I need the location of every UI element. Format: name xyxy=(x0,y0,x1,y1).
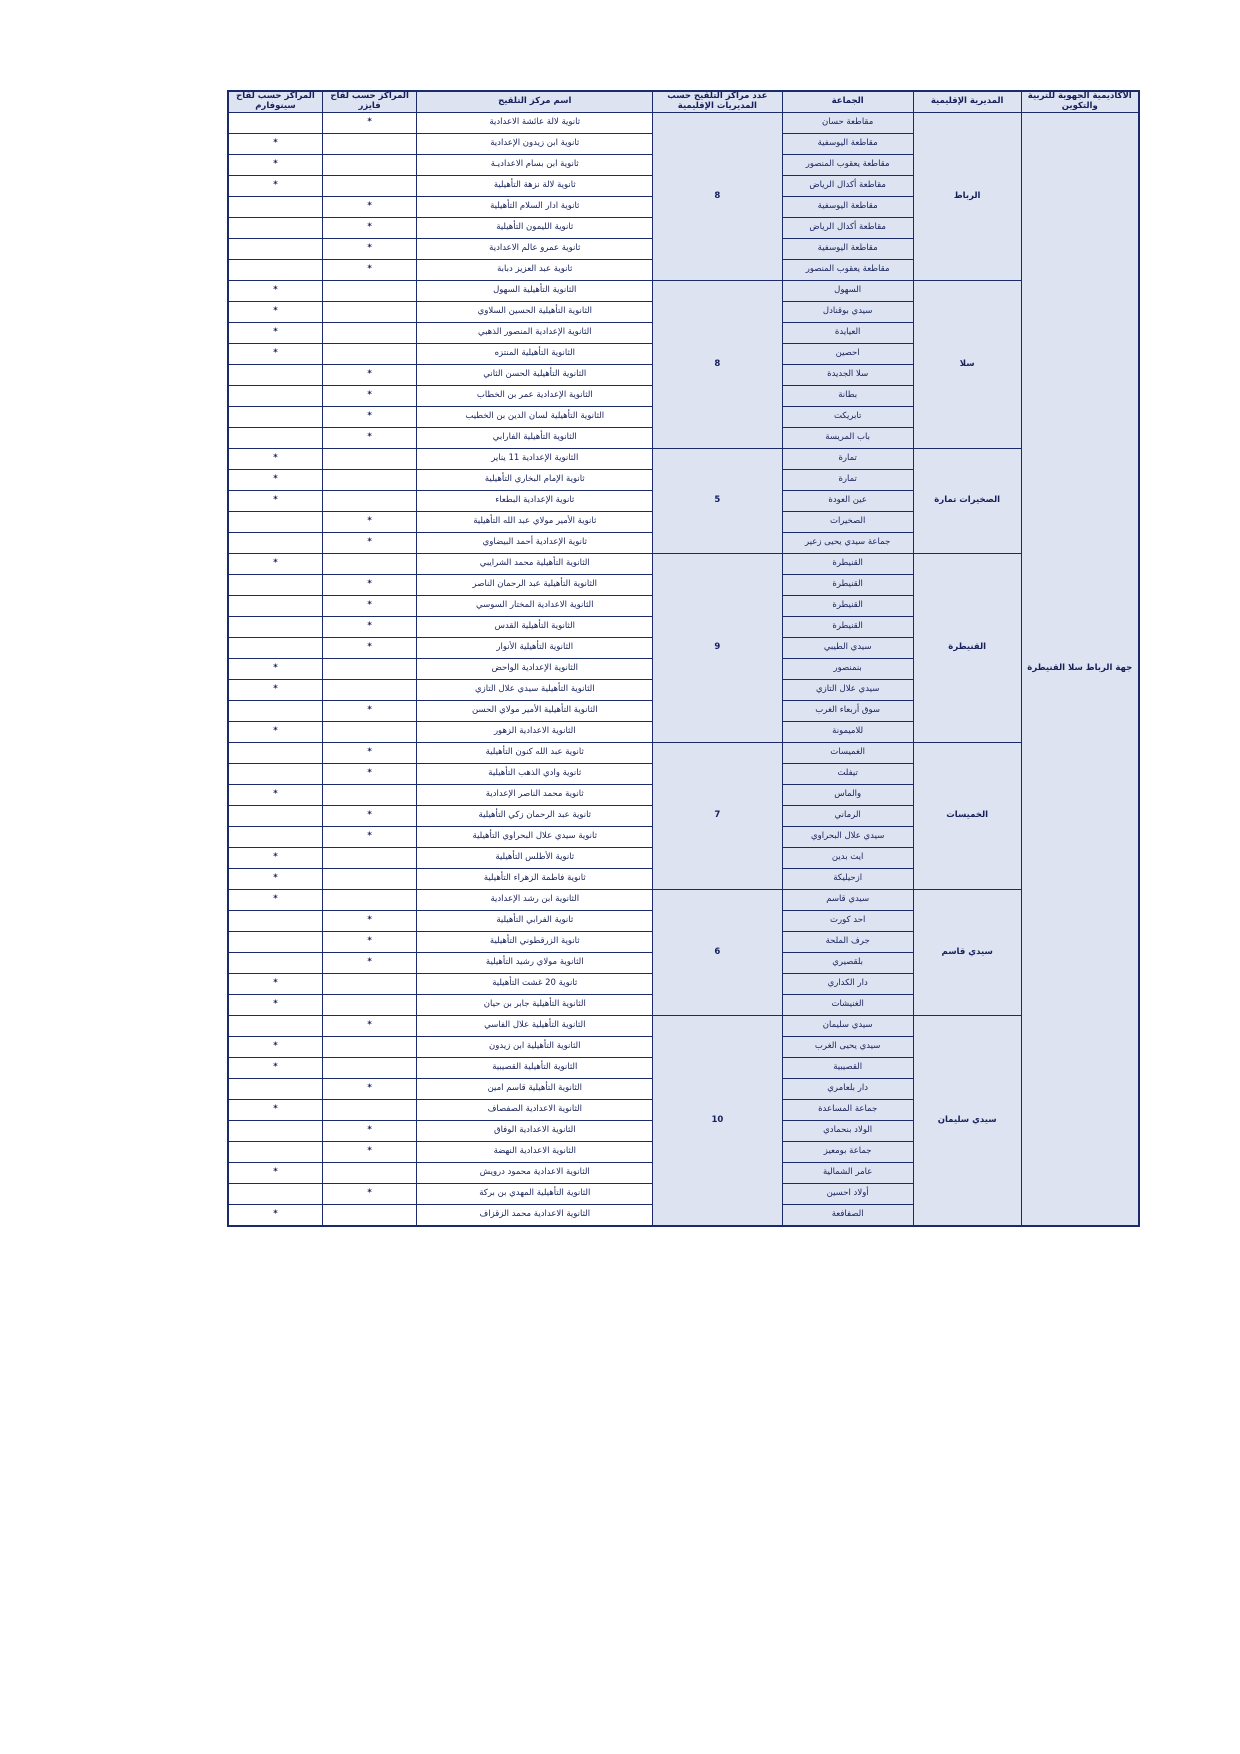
center-name-cell: ثانوية عبد الرحمان زكي التأهيلية xyxy=(417,806,653,827)
center-name-cell: الثانوية الاعدادية الصفصاف xyxy=(417,1100,653,1121)
commune-cell: ايت بدين xyxy=(782,848,913,869)
commune-cell: للاميمونة xyxy=(782,722,913,743)
sinopharm-mark-cell: * xyxy=(228,995,322,1016)
center-name-cell: ثانوية الإعدادية أحمد البيضاوي xyxy=(417,533,653,554)
pfizer-mark-cell xyxy=(322,176,416,197)
sinopharm-mark-cell: * xyxy=(228,785,322,806)
sinopharm-mark-cell xyxy=(228,428,322,449)
pfizer-mark-cell: * xyxy=(322,407,416,428)
sinopharm-mark-cell xyxy=(228,743,322,764)
sinopharm-mark-cell xyxy=(228,827,322,848)
center-name-cell: الثانوية التأهيلية المهدي بن بركة xyxy=(417,1184,653,1205)
sinopharm-mark-cell: * xyxy=(228,1205,322,1227)
center-name-cell: الثانوية الإعدادية 11 يناير xyxy=(417,449,653,470)
pfizer-mark-cell: * xyxy=(322,1079,416,1100)
sinopharm-mark-cell: * xyxy=(228,155,322,176)
sinopharm-mark-cell: * xyxy=(228,302,322,323)
center-name-cell: ثانوية عبد العزيز دبابة xyxy=(417,260,653,281)
pfizer-mark-cell: * xyxy=(322,533,416,554)
sinopharm-mark-cell xyxy=(228,218,322,239)
pfizer-mark-cell xyxy=(322,680,416,701)
table-body xyxy=(228,113,1139,1227)
sinopharm-mark-cell xyxy=(228,260,322,281)
center-name-cell: ثانوية ابن زيدون الإعدادية xyxy=(417,134,653,155)
pfizer-mark-cell xyxy=(322,848,416,869)
commune-cell: الرماني xyxy=(782,806,913,827)
pfizer-mark-cell: * xyxy=(322,197,416,218)
center-name-cell: الثانوية الإعدادية المنصور الذهبي xyxy=(417,323,653,344)
table-row xyxy=(228,890,1139,911)
center-name-cell: الثانوية التأهيلية علال الفاسي xyxy=(417,1016,653,1037)
column-header-pfizer-label: المراكز حسب لقاح فايزر xyxy=(330,91,409,111)
sinopharm-mark-cell xyxy=(228,911,322,932)
commune-cell: مقاطعة اليوسفية xyxy=(782,134,913,155)
commune-cell: القنيطرة xyxy=(782,554,913,575)
column-header-academy-label: الأكاديمية الجهوية للتربية والتكوين xyxy=(1027,91,1132,111)
commune-cell: عامر الشمالية xyxy=(782,1163,913,1184)
sinopharm-mark-cell xyxy=(228,1142,322,1163)
commune-cell: احصين xyxy=(782,344,913,365)
pfizer-mark-cell: * xyxy=(322,218,416,239)
pfizer-mark-cell xyxy=(322,302,416,323)
pfizer-mark-cell xyxy=(322,554,416,575)
commune-cell: القنيطرة xyxy=(782,575,913,596)
commune-cell: أولاد احسين xyxy=(782,1184,913,1205)
pfizer-mark-cell xyxy=(322,323,416,344)
commune-cell: الولاد بنحمادي xyxy=(782,1121,913,1142)
pfizer-mark-cell: * xyxy=(322,953,416,974)
sinopharm-mark-cell xyxy=(228,1121,322,1142)
pfizer-mark-cell: * xyxy=(322,638,416,659)
center-name-cell: الثانوية التأهيلية المنتزه xyxy=(417,344,653,365)
vaccination-centers-table xyxy=(227,90,1140,1227)
center-name-cell: الثانوية الاعدادية محمد الزقزاف xyxy=(417,1205,653,1227)
direction-cell: الصخيرات تمارة xyxy=(913,449,1021,554)
pfizer-mark-cell xyxy=(322,785,416,806)
commune-cell: مقاطعة أكدال الرياض xyxy=(782,218,913,239)
pfizer-mark-cell: * xyxy=(322,512,416,533)
commune-cell: مقاطعة يعقوب المنصور xyxy=(782,260,913,281)
pfizer-mark-cell xyxy=(322,1163,416,1184)
pfizer-mark-cell: * xyxy=(322,365,416,386)
sinopharm-mark-cell xyxy=(228,596,322,617)
commune-cell: دار الكداري xyxy=(782,974,913,995)
sinopharm-mark-cell xyxy=(228,806,322,827)
center-name-cell: الثانوية التأهيلية القصيبية xyxy=(417,1058,653,1079)
center-name-cell: الثانوية التأهيلية محمد الشرايبي xyxy=(417,554,653,575)
center-name-cell: ثانوية ابن بسام الاعداديـة xyxy=(417,155,653,176)
direction-cell: سلا xyxy=(913,281,1021,449)
pfizer-mark-cell: * xyxy=(322,911,416,932)
column-header-count xyxy=(653,91,782,113)
commune-cell: سلا الجديدة xyxy=(782,365,913,386)
center-name-cell: الثانوية مولاي رشيد التأهيلية xyxy=(417,953,653,974)
table-row xyxy=(228,743,1139,764)
sinopharm-mark-cell: * xyxy=(228,848,322,869)
sinopharm-mark-cell: * xyxy=(228,470,322,491)
commune-cell: مقاطعة اليوسفية xyxy=(782,197,913,218)
pfizer-mark-cell: * xyxy=(322,701,416,722)
pfizer-mark-cell xyxy=(322,155,416,176)
commune-cell: الغنيشات xyxy=(782,995,913,1016)
commune-cell: بنمنصور xyxy=(782,659,913,680)
commune-cell: جماعة سيدي يحيى زعير xyxy=(782,533,913,554)
commune-cell: سيدي علال البحراوي xyxy=(782,827,913,848)
column-header-direction-label: المديرية الإقليمية xyxy=(930,96,1004,107)
center-name-cell: الثانوية الاعدادية النهضة xyxy=(417,1142,653,1163)
commune-cell: دار بلعامري xyxy=(782,1079,913,1100)
commune-cell: بلقصيري xyxy=(782,953,913,974)
sinopharm-mark-cell: * xyxy=(228,176,322,197)
commune-cell: والماس xyxy=(782,785,913,806)
commune-cell: احد كورت xyxy=(782,911,913,932)
center-name-cell: ثانوية الزرقطوني التأهيلية xyxy=(417,932,653,953)
sinopharm-mark-cell: * xyxy=(228,323,322,344)
center-count-cell: 8 xyxy=(653,281,782,449)
commune-cell: سيدي سليمان xyxy=(782,1016,913,1037)
pfizer-mark-cell xyxy=(322,974,416,995)
sinopharm-mark-cell xyxy=(228,617,322,638)
pfizer-mark-cell xyxy=(322,722,416,743)
commune-cell: القنيطرة xyxy=(782,617,913,638)
sinopharm-mark-cell: * xyxy=(228,281,322,302)
pfizer-mark-cell xyxy=(322,869,416,890)
academy-cell: جهة الرباط سلا القنيطرة xyxy=(1021,113,1139,1227)
commune-cell: سيدي الطيبي xyxy=(782,638,913,659)
center-count-cell: 6 xyxy=(653,890,782,1016)
sinopharm-mark-cell xyxy=(228,1016,322,1037)
pfizer-mark-cell: * xyxy=(322,827,416,848)
column-header-sinopharm-label: المراكز حسب لقاح سينوفارم xyxy=(236,91,315,111)
center-name-cell: الثانوية التأهيلية جابر بن حيان xyxy=(417,995,653,1016)
sinopharm-mark-cell: * xyxy=(228,680,322,701)
commune-cell: مقاطعة يعقوب المنصور xyxy=(782,155,913,176)
center-name-cell: ثانوية سيدي علال البحراوي التأهيلية xyxy=(417,827,653,848)
column-header-direction xyxy=(913,91,1021,113)
commune-cell: السهول xyxy=(782,281,913,302)
pfizer-mark-cell: * xyxy=(322,596,416,617)
pfizer-mark-cell: * xyxy=(322,932,416,953)
sinopharm-mark-cell xyxy=(228,197,322,218)
commune-cell: باب المريسة xyxy=(782,428,913,449)
column-header-commune-label: الجماعة xyxy=(831,96,864,107)
center-name-cell: ثانوية الفرابي التأهيلية xyxy=(417,911,653,932)
center-name-cell: ثانوية وادي الذهب التأهيلية xyxy=(417,764,653,785)
sinopharm-mark-cell: * xyxy=(228,134,322,155)
center-name-cell: ثانوية لالة عائشة الاعدادية xyxy=(417,113,653,134)
commune-cell: تيفلت xyxy=(782,764,913,785)
direction-cell: الخميسات xyxy=(913,743,1021,890)
pfizer-mark-cell xyxy=(322,890,416,911)
commune-cell: سوق أربعاء الغرب xyxy=(782,701,913,722)
commune-cell: مقاطعة اليوسفية xyxy=(782,239,913,260)
sinopharm-mark-cell xyxy=(228,638,322,659)
sinopharm-mark-cell xyxy=(228,239,322,260)
sinopharm-mark-cell xyxy=(228,386,322,407)
commune-cell: تمارة xyxy=(782,470,913,491)
commune-cell: عين العودة xyxy=(782,491,913,512)
center-name-cell: ثانوية الإمام البخاري التأهيلية xyxy=(417,470,653,491)
table-row xyxy=(228,554,1139,575)
center-name-cell: الثانوية الاعدادية المختار السوسي xyxy=(417,596,653,617)
center-count-cell: 10 xyxy=(653,1016,782,1227)
commune-cell: سيدي علال التازي xyxy=(782,680,913,701)
pfizer-mark-cell: * xyxy=(322,428,416,449)
center-name-cell: ثانوية محمد الناصر الإعدادية xyxy=(417,785,653,806)
center-name-cell: الثانوية التأهيلية السهول xyxy=(417,281,653,302)
center-name-cell: ثانوية عمرو عالم الاعدادية xyxy=(417,239,653,260)
sinopharm-mark-cell xyxy=(228,953,322,974)
sinopharm-mark-cell xyxy=(228,512,322,533)
center-name-cell: ثانوية الأمير مولاي عبد الله التأهيلية xyxy=(417,512,653,533)
commune-cell: ازحيليكة xyxy=(782,869,913,890)
table-row xyxy=(228,113,1139,134)
sinopharm-mark-cell xyxy=(228,1079,322,1100)
center-name-cell: ثانوية الأطلس التأهيلية xyxy=(417,848,653,869)
table-row xyxy=(228,449,1139,470)
table-row xyxy=(228,1016,1139,1037)
center-name-cell: الثانوية الاعدادية محمود درويش xyxy=(417,1163,653,1184)
center-name-cell: ثانوية 20 غشت التأهيلية xyxy=(417,974,653,995)
sinopharm-mark-cell: * xyxy=(228,554,322,575)
commune-cell: تابريكت xyxy=(782,407,913,428)
center-name-cell: الثانوية الاعدادية الوفاق xyxy=(417,1121,653,1142)
direction-cell: القنيطرة xyxy=(913,554,1021,743)
center-name-cell: الثانوية الإعدادية عمر بن الخطاب xyxy=(417,386,653,407)
center-name-cell: الثانوية التأهيلية الحسين السلاوي xyxy=(417,302,653,323)
direction-cell: سيدي قاسم xyxy=(913,890,1021,1016)
pfizer-mark-cell: * xyxy=(322,1016,416,1037)
center-name-cell: الثانوية التأهيلية الأمير مولاي الحسن xyxy=(417,701,653,722)
commune-cell: جرف الملحة xyxy=(782,932,913,953)
pfizer-mark-cell: * xyxy=(322,764,416,785)
pfizer-mark-cell xyxy=(322,491,416,512)
column-header-center xyxy=(417,91,653,113)
commune-cell: سيدي يحيى الغرب xyxy=(782,1037,913,1058)
sinopharm-mark-cell xyxy=(228,113,322,134)
pfizer-mark-cell xyxy=(322,659,416,680)
pfizer-mark-cell: * xyxy=(322,239,416,260)
center-name-cell: الثانوية ابن رشد الإعدادية xyxy=(417,890,653,911)
sinopharm-mark-cell xyxy=(228,365,322,386)
sinopharm-mark-cell xyxy=(228,1184,322,1205)
pfizer-mark-cell xyxy=(322,449,416,470)
center-name-cell: الثانوية التأهيلية قاسم امين xyxy=(417,1079,653,1100)
sinopharm-mark-cell: * xyxy=(228,449,322,470)
commune-cell: القصيبية xyxy=(782,1058,913,1079)
commune-cell: مقاطعة أكدال الرياض xyxy=(782,176,913,197)
pfizer-mark-cell: * xyxy=(322,743,416,764)
center-name-cell: الثانوية التأهيلية لسان الدين بن الخطيب xyxy=(417,407,653,428)
table-row xyxy=(228,281,1139,302)
pfizer-mark-cell: * xyxy=(322,260,416,281)
pfizer-mark-cell: * xyxy=(322,806,416,827)
center-name-cell: ثانوية لالة نزهة التأهيلية xyxy=(417,176,653,197)
center-name-cell: الثانوية التأهيلية ابن زيدون xyxy=(417,1037,653,1058)
pfizer-mark-cell: * xyxy=(322,1142,416,1163)
column-header-center-label: اسم مركز التلقيح xyxy=(498,96,572,107)
sinopharm-mark-cell: * xyxy=(228,974,322,995)
pfizer-mark-cell xyxy=(322,470,416,491)
center-name-cell: الثانوية التأهيلية الفارابي xyxy=(417,428,653,449)
center-name-cell: ثانوية ادار السلام التأهيلية xyxy=(417,197,653,218)
column-header-commune xyxy=(782,91,913,113)
sinopharm-mark-cell: * xyxy=(228,1058,322,1079)
pfizer-mark-cell: * xyxy=(322,575,416,596)
commune-cell: بطانة xyxy=(782,386,913,407)
center-name-cell: ثانوية عبد الله كنون التأهيلية xyxy=(417,743,653,764)
center-count-cell: 5 xyxy=(653,449,782,554)
center-name-cell: الثانوية التأهيلية عبد الرحمان الناصر xyxy=(417,575,653,596)
center-name-cell: الثانوية التأهيلية الحسن الثاني xyxy=(417,365,653,386)
pfizer-mark-cell: * xyxy=(322,617,416,638)
pfizer-mark-cell: * xyxy=(322,113,416,134)
sinopharm-mark-cell xyxy=(228,575,322,596)
center-count-cell: 7 xyxy=(653,743,782,890)
pfizer-mark-cell xyxy=(322,1058,416,1079)
sinopharm-mark-cell xyxy=(228,764,322,785)
commune-cell: الصفافعة xyxy=(782,1205,913,1227)
center-name-cell: ثانوية الإعدادية البطعاء xyxy=(417,491,653,512)
pfizer-mark-cell xyxy=(322,344,416,365)
column-header-pfizer xyxy=(322,91,416,113)
pfizer-mark-cell: * xyxy=(322,386,416,407)
commune-cell: مقاطعة حسان xyxy=(782,113,913,134)
center-name-cell: الثانوية الإعدادية الواحض xyxy=(417,659,653,680)
pfizer-mark-cell: * xyxy=(322,1184,416,1205)
sinopharm-mark-cell xyxy=(228,407,322,428)
sinopharm-mark-cell xyxy=(228,533,322,554)
sinopharm-mark-cell: * xyxy=(228,344,322,365)
sinopharm-mark-cell: * xyxy=(228,869,322,890)
center-count-cell: 8 xyxy=(653,113,782,281)
sinopharm-mark-cell xyxy=(228,701,322,722)
column-header-count-label: عدد مراكز التلقيح حسب المديريات الإقليمية xyxy=(667,91,768,111)
pfizer-mark-cell: * xyxy=(322,1121,416,1142)
commune-cell: سيدي قاسم xyxy=(782,890,913,911)
sinopharm-mark-cell xyxy=(228,932,322,953)
table-header-row xyxy=(228,91,1139,113)
center-name-cell: الثانوية الاعدادية الزهور xyxy=(417,722,653,743)
commune-cell: جماعة المساعدة xyxy=(782,1100,913,1121)
sinopharm-mark-cell: * xyxy=(228,491,322,512)
commune-cell: القنيطرة xyxy=(782,596,913,617)
commune-cell: سيدي بوقنادل xyxy=(782,302,913,323)
table-header xyxy=(228,91,1139,113)
sinopharm-mark-cell: * xyxy=(228,1037,322,1058)
commune-cell: الغميسات xyxy=(782,743,913,764)
commune-cell: تمارة xyxy=(782,449,913,470)
pfizer-mark-cell xyxy=(322,281,416,302)
pfizer-mark-cell xyxy=(322,1100,416,1121)
sinopharm-mark-cell: * xyxy=(228,659,322,680)
sinopharm-mark-cell: * xyxy=(228,1163,322,1184)
pfizer-mark-cell xyxy=(322,134,416,155)
center-name-cell: ثانوية فاطمة الزهراء التأهيلية xyxy=(417,869,653,890)
center-name-cell: الثانوية التأهيلية القدس xyxy=(417,617,653,638)
direction-cell: الرباط xyxy=(913,113,1021,281)
commune-cell: الصخيرات xyxy=(782,512,913,533)
pfizer-mark-cell xyxy=(322,995,416,1016)
sinopharm-mark-cell: * xyxy=(228,890,322,911)
pfizer-mark-cell xyxy=(322,1037,416,1058)
direction-cell: سيدي سليمان xyxy=(913,1016,1021,1227)
center-name-cell: الثانوية التأهيلية سيدي علال التازي xyxy=(417,680,653,701)
commune-cell: العيايدة xyxy=(782,323,913,344)
center-count-cell: 9 xyxy=(653,554,782,743)
sinopharm-mark-cell: * xyxy=(228,1100,322,1121)
pfizer-mark-cell xyxy=(322,1205,416,1227)
commune-cell: جماعة بومعيز xyxy=(782,1142,913,1163)
column-header-sinopharm xyxy=(228,91,322,113)
center-name-cell: الثانوية التأهيلية الأنوار xyxy=(417,638,653,659)
sinopharm-mark-cell: * xyxy=(228,722,322,743)
center-name-cell: ثانوية الليمون التأهيلية xyxy=(417,218,653,239)
column-header-academy xyxy=(1021,91,1139,113)
